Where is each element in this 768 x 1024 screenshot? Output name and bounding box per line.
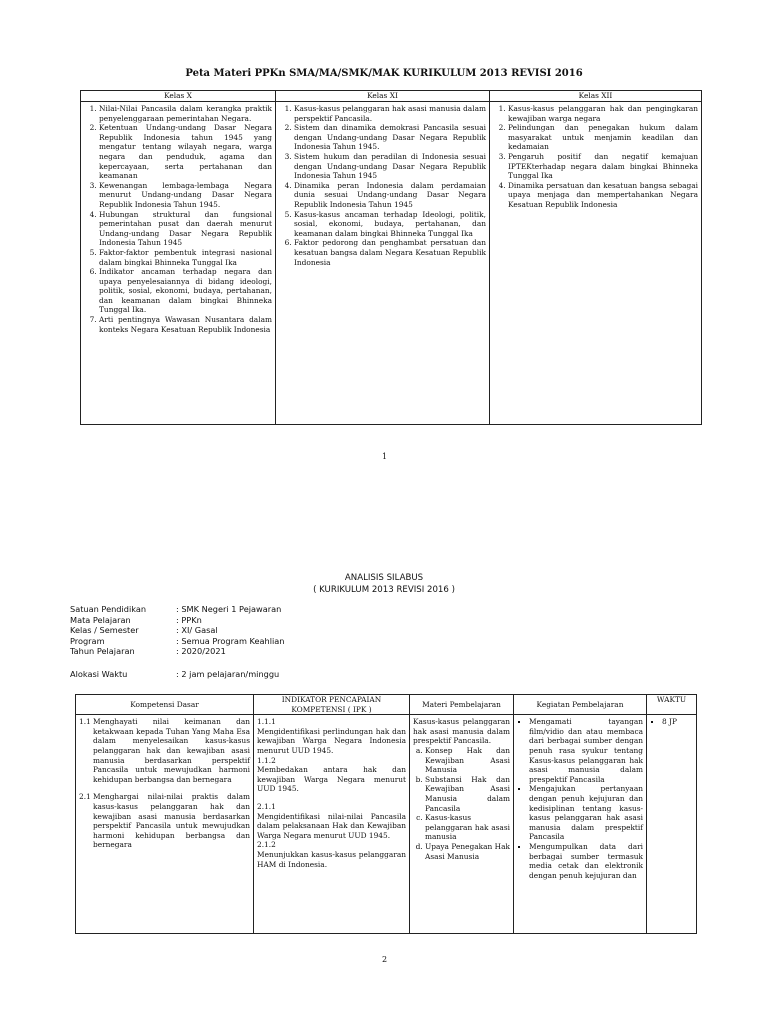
kd-text: Menghayati nilai keimanan dan ketakwaan kepada Tuhan Yang Maha Esa dalam menyelesaikan kasus-kasus pelanggaran hak dan kewajiban asasi manusia berdasarkan perspektif Pancasila untuk mewujudkan harmoni kehidupan berbangsa dan bernegara bbox=[93, 717, 250, 784]
identity-row bbox=[70, 625, 285, 636]
identity-row bbox=[70, 646, 285, 657]
ipk-number: 2.1.2 bbox=[257, 840, 276, 850]
silabus-subtitle: ( KURIKULUM 2013 REVISI 2016 ) bbox=[313, 585, 455, 595]
kelas-xi-cell bbox=[276, 102, 490, 425]
kompetensi-dasar-cell bbox=[76, 715, 254, 934]
alokasi-value: : 2 jam pelajaran/minggu bbox=[176, 668, 280, 679]
ipk-text: Menunjukkan kasus-kasus pelanggaran HAM di Indonesia. bbox=[257, 849, 406, 869]
header-kelas-x: Kelas X bbox=[81, 91, 276, 102]
kegiatan-item: ▪ Mengamati tayangan film/vidio dan atau membaca dari berbagai sumber dengan penuh rasa syukur tentang Kasus-kasus pelanggaran hak asasi manusia dalam prespektif Pancasila bbox=[529, 717, 643, 784]
alokasi-label: Alokasi Waktu bbox=[70, 668, 128, 679]
kelas-x-item: 4. Hubungan struktural dan fungsional pemerintahan pusat dan daerah menurut Undang-undang Dasar Negara Republik Indonesia Tahun 1945 bbox=[99, 210, 272, 248]
kelas-xii-item: 2. Pelindungan dan penegakan hukum dalam masyarakat untuk menjamin keadilan dan kedamaian bbox=[508, 123, 698, 152]
header-kelas-xi: Kelas XI bbox=[276, 91, 490, 102]
materi-item: d. Upaya Penegakan Hak Asasi Manusia bbox=[425, 842, 510, 861]
kegiatan-cell bbox=[514, 715, 647, 934]
kelas-x-cell bbox=[81, 102, 276, 425]
page-number-2: 2 bbox=[382, 955, 388, 964]
identity-label: Program bbox=[70, 635, 105, 646]
materi-cell bbox=[410, 715, 514, 934]
identity-label: Satuan Pendidikan bbox=[70, 604, 147, 614]
kelas-x-item: 2. Ketentuan Undang-undang Dasar Negara Republik Indonesia tahun 1945 yang mengatur tentang wilayah negara, warga negara dan penduduk, agama dan kepercayaan, serta pertahanan dan keamanan bbox=[99, 123, 272, 181]
page-number-1: 1 bbox=[382, 452, 388, 461]
kelas-xi-item: 1. Kasus-kasus pelanggaran hak asasi manusia dalam perspektif Pancasila. bbox=[294, 104, 486, 123]
kelas-xi-item: 3. Sistem hukum dan peradilan di Indonesia sesuai dengan Undang-undang Dasar Negara Republik Indonesia Tahun 1945 bbox=[294, 152, 486, 181]
header-kegiatan: Kegiatan Pembelajaran bbox=[514, 695, 647, 715]
waktu-list bbox=[650, 717, 693, 727]
kompetensi-dasar-item bbox=[79, 717, 250, 784]
peta-materi-title: Peta Materi PPKn SMA/MA/SMK/MAK KURIKULUM 2013 REVISI 2016 bbox=[185, 68, 583, 79]
identity-block bbox=[70, 604, 285, 679]
materi-item: a. Konsep Hak dan Kewajiban Asasi Manusia bbox=[425, 746, 510, 775]
header-kelas-xii: Kelas XII bbox=[490, 91, 702, 102]
kelas-xi-item: 6. Faktor pedorong dan penghambat persatuan dan kesatuan bangsa dalam Negara Kesatuan Republik Indonesia bbox=[294, 238, 486, 267]
kelas-x-item: 5. Faktor-faktor pembentuk integrasi nasional dalam bingkai Bhinneka Tunggal Ika bbox=[99, 248, 272, 267]
ipk-number: 1.1.1 bbox=[257, 717, 276, 727]
kelas-xii-item: 4. Dinamika persatuan dan kesatuan bangsa sebagai upaya menjaga dan mempertahankan Negara Kesatuan Republik Indonesia bbox=[508, 181, 698, 210]
kelas-xi-list bbox=[279, 104, 486, 267]
kd-number: 1.1 bbox=[79, 717, 91, 727]
kompetensi-dasar-item bbox=[79, 792, 250, 850]
ipk-text: Mengidentifikasi nilai-nilai Pancasila dalam pelaksanaan Hak dan Kewajiban Warga Negara menurut UUD 1945. bbox=[257, 811, 406, 840]
ipk-number: 2.1.1 bbox=[257, 801, 276, 811]
silabus-title: ANALISIS SILABUS bbox=[344, 573, 424, 583]
materi-item: c. Kasus-kasus pelanggaran hak asasi manusia bbox=[425, 813, 510, 842]
materi-intro: Kasus-kasus pelanggaran hak asasi manusia dalam prespektif Pancasila. bbox=[413, 717, 510, 746]
identity-value: : SMK Negeri 1 Pejawaran bbox=[176, 604, 282, 614]
identity-value: : PPKn bbox=[176, 614, 202, 625]
materi-item: b. Substansi Hak dan Kewajiban Asasi Manusia dalam Pancasila bbox=[425, 775, 510, 813]
kelas-xii-cell bbox=[490, 102, 702, 425]
kelas-xii-list bbox=[493, 104, 698, 210]
kelas-xi-item: 5. Kasus-kasus ancaman terhadap Ideologi, politik, sosial, ekonomi, budaya, pertahanan, dan keamanan dalam bingkai Bhinneka Tunggal Ika bbox=[294, 210, 486, 239]
silabus-table bbox=[75, 694, 697, 934]
kegiatan-item: ▪ Mengajukan pertanyaan dengan penuh kejujuran dan kedisiplinan tentang kasus-kasus pelanggaran hak asasi manusia dalam prespektif Pancasila bbox=[529, 784, 643, 842]
kd-text: Menghargai nilai-nilai praktis dalam kasus-kasus pelanggaran hak dan kewajiban asasi manusia berdasarkan perspektif Pancasila untuk mewujudkan harmoni kehidupan berbangsa dan bernegara bbox=[93, 792, 250, 850]
header-kompetensi-dasar: Kompetensi Dasar bbox=[76, 695, 254, 715]
identity-row bbox=[70, 636, 285, 647]
kelas-xii-item: 1. Kasus-kasus pelanggaran hak dan pengingkaran kewajiban warga negara bbox=[508, 104, 698, 123]
kelas-xi-item: 2. Sistem dan dinamika demokrasi Pancasila sesuai dengan Undang-undang Dasar Negara Republik Indonesia Tahun 1945. bbox=[294, 123, 486, 152]
kelas-x-item: 7. Arti pentingnya Wawasan Nusantara dalam konteks Negara Kesatuan Republik Indonesia bbox=[99, 315, 272, 334]
waktu-cell bbox=[647, 715, 697, 934]
kelas-xii-item: 3. Pengaruh positif dan negatif kemajuan IPTEKterhadap negara dalam bingkai Bhinneka Tunggal Ika bbox=[508, 152, 698, 181]
ipk-text: Mengidentifikasi perlindungan hak dan kewajiban Warga Negara Indonesia menurut UUD 1945. bbox=[257, 726, 406, 755]
identity-value: : Semua Program Keahlian bbox=[176, 635, 285, 646]
header-waktu: WAKTU bbox=[647, 695, 697, 715]
alokasi-row bbox=[70, 669, 285, 680]
kelas-x-item: 1. Nilai-Nilai Pancasila dalam kerangka praktik penyelenggaraan pemerintahan Negara. bbox=[99, 104, 272, 123]
kelas-x-item: 6. Indikator ancaman terhadap negara dan upaya penyelesaiannya di bidang ideologi, politik, sosial, ekonomi, budaya, pertahanan, dan keamanan dalam bingkai Bhinneka Tunggal Ika. bbox=[99, 267, 272, 315]
materi-list bbox=[413, 746, 510, 861]
identity-value: : XI/ Gasal bbox=[176, 625, 218, 635]
header-ipk: INDIKATOR PENCAPAIAN KOMPETENSI ( IPK ) bbox=[254, 695, 410, 715]
identity-row bbox=[70, 604, 285, 615]
identity-label: Mata Pelajaran bbox=[70, 614, 131, 625]
identity-label: Tahun Pelajaran bbox=[70, 646, 135, 656]
identity-label: Kelas / Semester bbox=[70, 625, 139, 635]
waktu-item: ▪ 8 JP bbox=[662, 717, 693, 727]
peta-materi-table bbox=[80, 90, 702, 425]
ipk-number: 1.1.2 bbox=[257, 755, 276, 765]
identity-row bbox=[70, 615, 285, 626]
ipk-cell bbox=[254, 715, 410, 934]
kelas-x-list bbox=[84, 104, 272, 334]
kegiatan-list bbox=[517, 717, 643, 880]
kelas-xi-item: 4. Dinamika peran Indonesia dalam perdamaian dunia sesuai Undang-undang Dasar Negara Republik Indonesia Tahun 1945 bbox=[294, 181, 486, 210]
identity-value: : 2020/2021 bbox=[176, 646, 226, 656]
kegiatan-item: ▪ Mengumpulkan data dari berbagai sumber termasuk media cetak dan elektronik dengan penuh kejujuran dan bbox=[529, 842, 643, 880]
ipk-text: Membedakan antara hak dan kewajiban Warga Negara menurut UUD 1945. bbox=[257, 765, 406, 794]
header-materi: Materi Pembelajaran bbox=[410, 695, 514, 715]
kd-number: 2.1 bbox=[79, 792, 91, 802]
kelas-x-item: 3. Kewenangan lembaga-lembaga Negara menurut Undang-undang Dasar Negara Republik Indonesia Tahun 1945. bbox=[99, 181, 272, 210]
